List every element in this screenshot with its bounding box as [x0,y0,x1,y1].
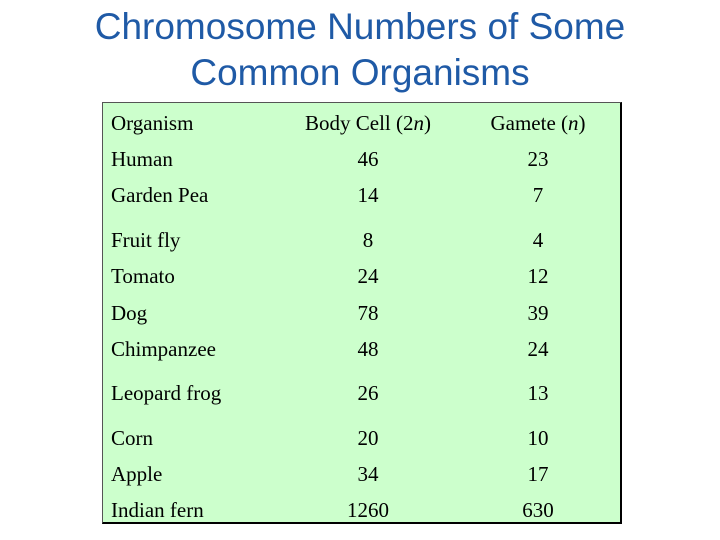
row-gamete: 7 [532,183,544,207]
row-organism: Chimpanzee [111,337,216,361]
row-organism: Tomato [111,264,175,288]
row-body-cell: 8 [362,228,374,252]
row-gamete: 630 [522,498,554,522]
row-body-cell: 1260 [347,498,389,522]
chromosome-table [102,102,622,524]
row-body-cell: 48 [357,337,379,361]
row-organism: Indian fern [111,498,204,522]
row-organism: Leopard frog [111,381,222,405]
title-line-2: Common Organisms [190,52,530,93]
row-body-cell: 26 [357,381,379,405]
row-gamete: 24 [527,337,549,361]
row-body-cell: 24 [357,264,379,288]
row-organism: Human [111,147,173,171]
row-organism: Fruit fly [111,228,181,252]
row-organism: Corn [111,426,153,450]
title-line-1: Chromosome Numbers of Some [94,6,626,47]
header-gamete: Gamete (n) [490,111,586,135]
row-gamete: 12 [527,264,549,288]
row-body-cell: 34 [357,462,379,486]
row-gamete: 4 [532,228,544,252]
row-gamete: 23 [527,147,549,171]
row-gamete: 39 [527,301,549,325]
row-organism: Garden Pea [111,183,209,207]
row-gamete: 10 [527,426,549,450]
slide-title [0,4,720,96]
row-body-cell: 78 [357,301,379,325]
row-organism: Dog [111,301,148,325]
row-body-cell: 14 [357,183,379,207]
row-body-cell: 20 [357,426,379,450]
header-body-cell: Body Cell (2n) [305,111,431,135]
row-organism: Apple [111,462,163,486]
row-gamete: 13 [527,381,549,405]
row-body-cell: 46 [357,147,379,171]
row-gamete: 17 [527,462,549,486]
header-organism: Organism [111,111,194,135]
